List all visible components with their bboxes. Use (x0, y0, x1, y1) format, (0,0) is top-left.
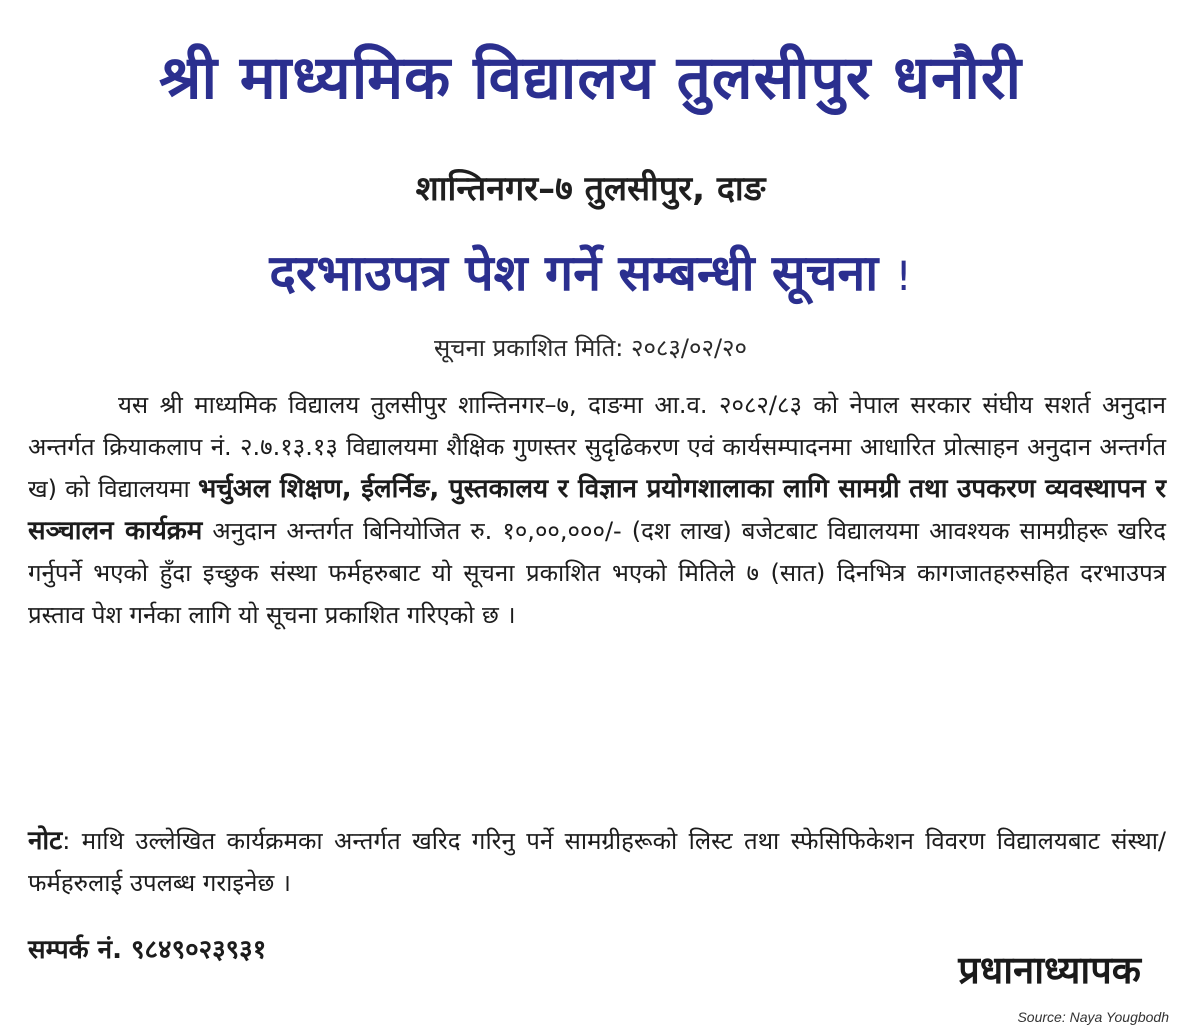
signatory-title: प्रधानाध्यापक (958, 948, 1141, 992)
body-part-2: अनुदान अन्तर्गत बिनियोजित रु. १०,००,०००/- (दश लाख) बजेटबाट विद्यालयमा आवश्यक सामग्रीहरू खरिद गर्नुपर्ने भएको हुँदा इच्छुक संस्था फर्महरुबाट यो सूचना प्रकाशित भएको मितिले ७ (सात) दिनभित्र कागजातहरुसहित दरभाउपत्र प्रस्ताव पेश गर्नका लागि यो सूचना प्रकाशित गरिएको छ । (28, 517, 1166, 629)
note-label: नोट (28, 826, 63, 856)
school-address: शान्तिनगर–७ तुलसीपुर, दाङ (415, 169, 766, 209)
source-credit: Source: Naya Yougbodh (1017, 1009, 1169, 1025)
program-name: भर्चुअल शिक्षण, ईलर्निङ, पुस्तकालय र विज्ञान प्रयोगशालाका लागि सामग्री तथा उपकरण व्यवस्थापन र सञ्चालन कार्यक्रम (28, 474, 1166, 546)
notice-note (28, 820, 1166, 904)
school-name: श्री माध्यमिक विद्यालय तुलसीपुर धनौरी (159, 43, 1022, 113)
contact-number: सम्पर्क नं. ९८४९०२३९३१ (28, 935, 267, 965)
notice-heading-mark: ! (895, 254, 912, 300)
notice-heading (14, 238, 1167, 312)
notice-heading-text: दरभाउपत्र पेश गर्ने सम्बन्धी सूचना (269, 244, 879, 302)
notice-body (28, 384, 1166, 636)
notice-document (14, 12, 1167, 1002)
published-date: सूचना प्रकाशित मिति: २०८३/०२/२० (434, 334, 747, 362)
note-text: : माथि उल्लेखित कार्यक्रमका अन्तर्गत खरिद गरिनु पर्ने सामग्रीहरूको लिस्ट तथा स्फेसिफिकेशन विवरण विद्यालयबाट संस्था/फर्महरुलाई उपलब्ध गराइनेछ । (28, 827, 1166, 897)
body-part-1: यस श्री माध्यमिक विद्यालय तुलसीपुर शान्तिनगर–७, दाङमा आ.व. २०८२/८३ को नेपाल सरकार संघीय सशर्त अनुदान अन्तर्गत क्रियाकलाप नं. २.७.१३.१३ विद्यालयमा शैक्षिक गुणस्तर सुदृढिकरण एवं कार्यसम्पादनमा आधारित प्रोत्साहन अनुदान अन्तर्गत ख) को विद्यालयमा (28, 391, 1166, 503)
